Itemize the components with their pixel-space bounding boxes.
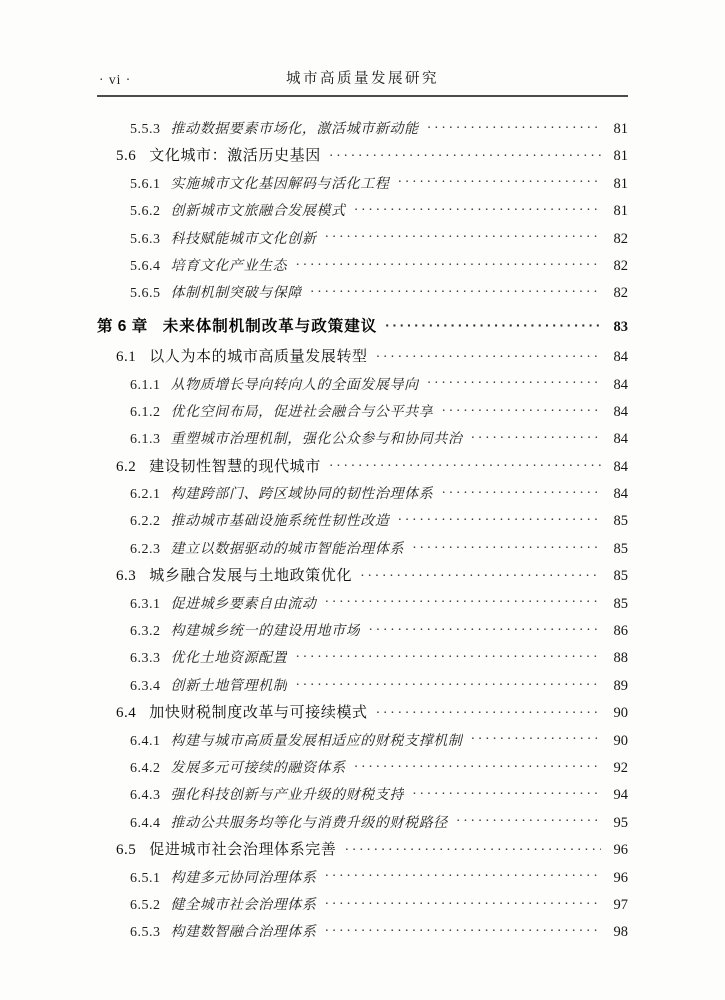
toc-entry-number: 6.2.3 (130, 541, 161, 557)
toc-entry-number: 5.6.3 (130, 231, 161, 247)
toc-entry (97, 755, 628, 782)
toc-entry (97, 171, 628, 198)
toc-entry-title: 健全城市社会治理体系 (170, 897, 317, 913)
toc-entry-title: 构建城乡统一的建设用地市场 (170, 624, 361, 640)
toc-entry-number: 6.1.3 (130, 432, 161, 448)
toc-entry (97, 673, 628, 700)
toc-entry-title: 科技赋能城市文化创新 (170, 231, 317, 247)
toc-entry-number: 6.3 (116, 568, 137, 585)
toc-entry (97, 426, 628, 453)
dot-leader (471, 732, 602, 750)
dot-leader (329, 458, 601, 476)
toc-entry-title: 促进城市社会治理体系完善 (149, 842, 337, 859)
toc-entry-number: 6.4 (116, 705, 137, 722)
toc-entry-title: 优化土地资源配置 (170, 651, 288, 667)
book-title: 城市高质量发展研究 (286, 71, 439, 87)
toc-entry-number: 5.5.3 (130, 122, 161, 137)
toc-entry-page: 98 (613, 924, 628, 941)
running-head (97, 70, 628, 97)
toc-entry (97, 454, 628, 481)
toc-entry-number: 6.2.2 (130, 514, 161, 530)
toc-entry (97, 919, 628, 946)
toc-entry-number: 5.6.5 (130, 286, 161, 302)
dot-leader (376, 349, 601, 367)
toc-entry-page: 84 (613, 376, 628, 393)
dot-leader (295, 650, 601, 668)
toc-entry (97, 508, 628, 535)
dot-leader (344, 842, 601, 860)
dot-leader (427, 376, 601, 394)
toc-entry (97, 810, 628, 837)
toc-entry (97, 645, 628, 672)
toc-entry (97, 313, 628, 340)
toc-entry (97, 728, 628, 755)
toc-entry-title: 推动城市基础设施系统性韧性改造 (170, 514, 390, 530)
dot-leader (325, 230, 602, 248)
toc-entry-page: 97 (613, 896, 628, 913)
dot-leader (325, 897, 602, 915)
toc-entry-number: 6.1 (116, 349, 137, 366)
toc-entry-number: 5.6.1 (130, 176, 161, 192)
toc-entry (97, 563, 628, 590)
toc-entry-page: 83 (613, 318, 628, 335)
toc-entry-title: 强化科技创新与产业升级的财税支持 (170, 788, 405, 804)
dot-leader (412, 787, 601, 805)
toc-entry (97, 837, 628, 864)
toc-entry-page: 90 (613, 732, 628, 749)
dot-leader (354, 760, 601, 778)
page-number-marker: · vi · (99, 72, 132, 87)
dot-leader (398, 175, 602, 193)
toc-entry-page: 95 (613, 814, 628, 831)
toc-entry (97, 372, 628, 399)
toc-entry-title: 促进城乡要素自由流动 (170, 596, 317, 612)
toc-entry-title: 创新土地管理机制 (170, 678, 288, 694)
toc-entry-title: 构建数智融合治理体系 (170, 925, 317, 941)
toc-entry-title: 重塑城市治理机制，强化公众参与和协同共治 (170, 432, 463, 448)
dot-leader (310, 285, 601, 303)
toc-entry-page: 85 (613, 595, 628, 612)
dot-leader (398, 513, 602, 531)
toc-entry (97, 481, 628, 508)
toc-entry-title: 优化空间布局，促进社会融合与公平共享 (170, 404, 434, 420)
toc-entry-page: 96 (613, 842, 628, 859)
dot-leader (427, 121, 601, 139)
dot-leader (412, 541, 601, 559)
toc-entry-page: 82 (613, 257, 628, 274)
toc-entry-title: 培育文化产业生态 (170, 258, 288, 274)
toc-entry-page: 85 (613, 540, 628, 557)
toc-entry (97, 782, 628, 809)
toc-entry-number: 第 6 章 (97, 317, 148, 335)
toc-entry-page: 92 (613, 759, 628, 776)
toc-entry-page: 84 (613, 349, 628, 366)
toc-entry-number: 6.1.2 (130, 404, 161, 420)
toc-entry (97, 226, 628, 253)
toc-entry-number: 6.3.1 (130, 596, 161, 612)
toc-entry-page: 90 (613, 705, 628, 722)
dot-leader (471, 431, 602, 449)
toc-entry-title: 构建多元协同治理体系 (170, 870, 317, 886)
toc-entry-page: 84 (613, 431, 628, 448)
toc-entry (97, 280, 628, 307)
toc-entry (97, 399, 628, 426)
toc-entry (97, 591, 628, 618)
toc-entry-title: 体制机制突破与保障 (170, 286, 302, 302)
toc-entry (97, 253, 628, 280)
toc-entry-number: 6.3.3 (130, 651, 161, 667)
toc-entry-title: 未来体制机制改革与政策建议 (162, 317, 378, 335)
toc-entry-number: 6.4.2 (130, 760, 161, 776)
toc-entry-title: 推动公共服务均等化与消费升级的财税路径 (170, 815, 448, 831)
toc-entry-number: 6.4.4 (130, 815, 161, 831)
dot-leader (325, 595, 602, 613)
toc-entry-title: 以人为本的城市高质量发展转型 (149, 349, 368, 366)
toc-entry-page: 85 (613, 513, 628, 530)
toc-entry-number: 6.5.1 (130, 870, 161, 886)
toc-entry-page: 81 (613, 121, 628, 137)
dot-leader (325, 924, 602, 942)
dot-leader (329, 148, 601, 166)
dot-leader (360, 568, 601, 586)
toc-entry (97, 700, 628, 727)
toc-entry (97, 116, 628, 143)
toc-entry-page: 82 (613, 230, 628, 247)
toc-entry-number: 6.1.1 (130, 377, 161, 393)
toc-entry-page: 82 (613, 285, 628, 302)
toc-entry (97, 892, 628, 919)
toc-entry-number: 5.6 (116, 148, 137, 165)
toc-entry-title: 构建与城市高质量发展相适应的财税支撑机制 (170, 733, 463, 749)
toc-entry-title: 建立以数据驱动的城市智能治理体系 (170, 541, 405, 557)
toc-entry-title: 文化城市：激活历史基因 (149, 148, 321, 165)
toc-entry-page: 85 (613, 568, 628, 585)
dot-leader (295, 678, 601, 696)
dot-leader (385, 317, 601, 335)
toc-entry-title: 城乡融合发展与土地政策优化 (149, 568, 353, 585)
toc-entry-page: 81 (613, 175, 628, 192)
toc-entry-number: 6.2.1 (130, 487, 161, 503)
toc-entry-page: 89 (613, 677, 628, 694)
toc-entry-number: 6.4.3 (130, 788, 161, 804)
dot-leader (295, 258, 601, 276)
toc-entry-number: 6.5.3 (130, 925, 161, 941)
toc-entry-title: 加快财税制度改革与可接续模式 (149, 705, 368, 722)
toc-entry-title: 发展多元可接续的融资体系 (170, 760, 346, 776)
toc-entry-page: 81 (613, 148, 628, 165)
toc-entry-page: 88 (613, 650, 628, 667)
toc-entry-page: 86 (613, 623, 628, 640)
dot-leader (354, 203, 601, 221)
toc-entry-number: 6.2 (116, 458, 137, 475)
toc-entry-page: 81 (613, 203, 628, 220)
toc-entry-title: 建设韧性智慧的现代城市 (149, 458, 321, 475)
toc-entry-page: 84 (613, 458, 628, 475)
toc-entry-title: 推动数据要素市场化，激活城市新动能 (170, 122, 419, 137)
toc-entry (97, 143, 628, 170)
toc-entry-number: 6.5 (116, 842, 137, 859)
toc-entry-page: 96 (613, 869, 628, 886)
toc-list (97, 116, 628, 947)
toc-entry-title: 创新城市文旅融合发展模式 (170, 204, 346, 220)
toc-entry-number: 6.3.4 (130, 678, 161, 694)
toc-entry-title: 构建跨部门、跨区域协同的韧性治理体系 (170, 487, 434, 503)
toc-entry-title: 从物质增长导向转向人的全面发展导向 (170, 377, 419, 393)
toc-entry-page: 84 (613, 486, 628, 503)
toc-entry (97, 198, 628, 225)
toc-entry (97, 865, 628, 892)
dot-leader (441, 404, 601, 422)
toc-entry-number: 6.5.2 (130, 897, 161, 913)
toc-entry (97, 536, 628, 563)
dot-leader (325, 869, 602, 887)
toc-entry-title: 实施城市文化基因解码与活化工程 (170, 176, 390, 192)
toc-entry (97, 344, 628, 371)
dot-leader (441, 486, 601, 504)
toc-entry-page: 94 (613, 787, 628, 804)
dot-leader (456, 814, 601, 832)
toc-entry (97, 618, 628, 645)
toc-entry-page: 84 (613, 403, 628, 420)
dot-leader (368, 623, 601, 641)
toc-entry-number: 6.4.1 (130, 733, 161, 749)
toc-entry-number: 6.3.2 (130, 624, 161, 640)
toc-entry-number: 5.6.4 (130, 258, 161, 274)
toc-entry-number: 5.6.2 (130, 204, 161, 220)
dot-leader (376, 705, 601, 723)
